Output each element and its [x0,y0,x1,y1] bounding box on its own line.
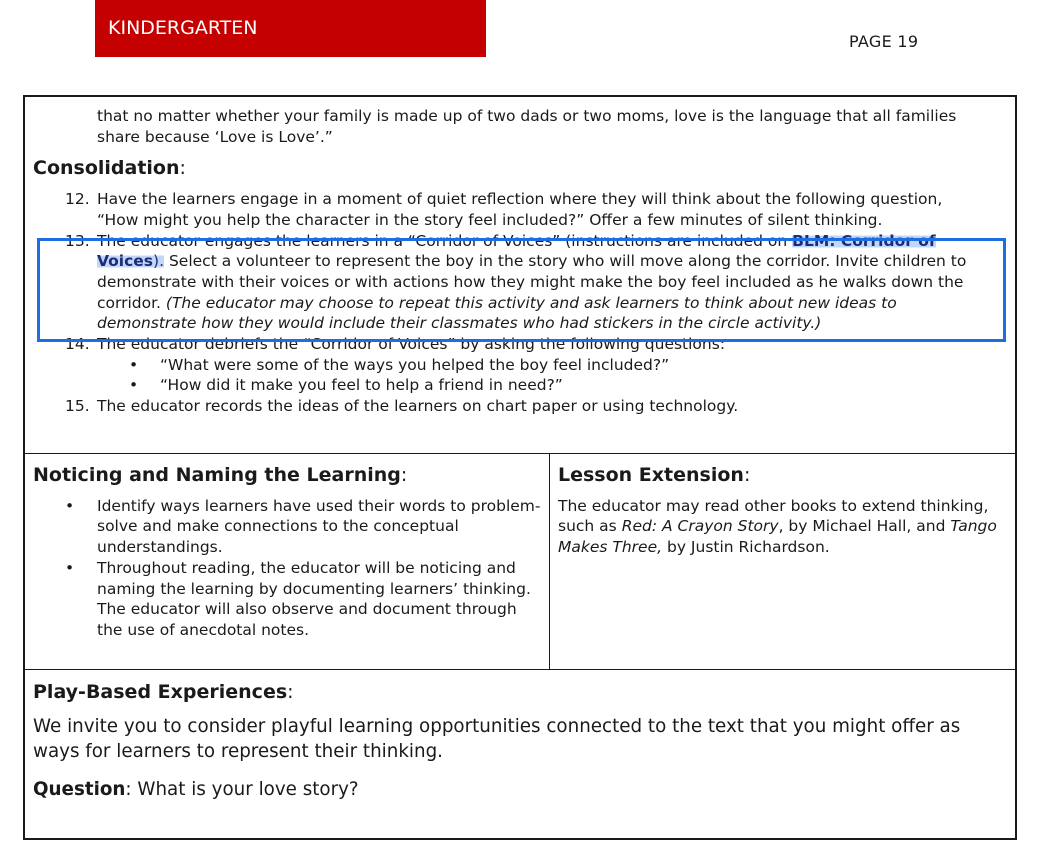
consolidation-cell [25,106,1015,417]
divider [25,453,1015,454]
step-12: 12. Have the learners engage in a moment of quiet reflection where they will think about the following question, “How might you help the character in the story feel included?” Offer a few minutes of silent thinking. [65,190,943,229]
page-number: PAGE 19 [849,32,919,51]
noticing-list [25,496,549,641]
lesson-table [23,95,1017,840]
debrief-question: • “What were some of the ways you helped the boy feel included?” [25,355,1015,376]
extension-text: The educator may read other books to extend thinking, such as Red: A Crayon Story, by Michael Hall, and Tango Makes Three, by Justin Richardson. [558,496,997,557]
play-heading: Play-Based Experiences: [33,681,294,703]
debrief-questions [25,355,1015,396]
book-title: Red: A Crayon Story [621,517,779,536]
extension-cell [558,465,1013,558]
noticing-item: • Throughout reading, the educator will be noticing and naming the learning by documenting learners’ thinking. The educator will also observe and document through the use of anecdotal notes. [25,558,541,641]
play-question: Question: What is your love story? [33,779,359,800]
intro-text: that no matter whether your family is made up of two dads or two moms, love is the language that all families share because ‘Love is Love’.” [97,107,957,146]
step-15: 15. The educator records the ideas of the learners on chart paper or using technology. [65,397,739,416]
divider [25,669,1015,670]
consolidation-heading: Consolidation: [33,157,186,180]
extension-heading: Lesson Extension: [558,464,751,486]
debrief-question: • “How did it make you feel to help a friend in need?” [25,375,1015,396]
play-body: We invite you to consider playful learning opportunities connected to the text that you might offer as ways for learners to represent their thinking. [33,716,961,762]
grade-label: KINDERGARTEN [108,17,258,39]
noticing-cell [25,465,549,641]
noticing-item: • Identify ways learners have used their words to problem-solve and make connections to the conceptual understandings. [25,496,541,558]
step-14: 14. The educator debriefs the “Corridor of Voices” by asking the following questions: • “What were some of the ways you helped the boy feel included?” • “How did it make you feel to help a friend in need?” [25,334,1015,396]
divider [549,453,550,669]
step-13: 13. The educator engages the learners in a “Corridor of Voices” (instructions are included on BLM: Corridor of Voices). Select a volunteer to represent the boy in the story who will move along the corridor. Invite children to demonstrate with their voices or with actions how they might make the boy feel included as he walks down the corridor. (The educator may choose to repeat this activity and ask learners to think about new ideas to demonstrate how they would include their classmates who had stickers in the circle activity.) [65,231,967,333]
noticing-heading: Noticing and Naming the Learning: [33,464,408,486]
grade-banner [95,0,486,57]
book-title: Tango Makes Three, [558,517,997,557]
play-based-cell [33,681,1011,803]
blm-reference-link[interactable]: BLM: Corridor of [792,231,936,250]
consolidation-steps [25,189,1015,417]
